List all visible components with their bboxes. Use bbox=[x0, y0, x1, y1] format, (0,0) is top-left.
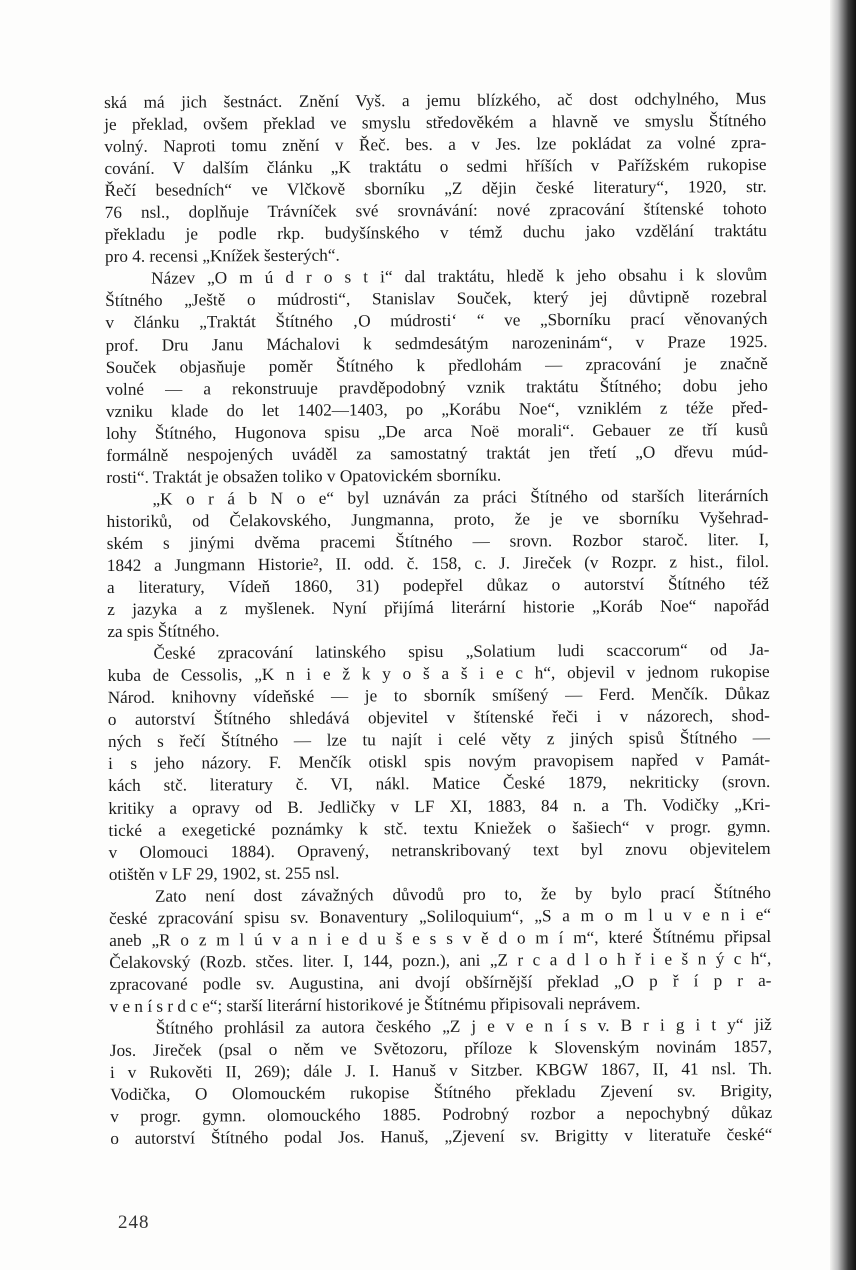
text-line: Jos. Jireček (psal o něm ve Světozoru, příloze k Slovenským novinám 1857, bbox=[109, 1036, 772, 1060]
text-line: Vodička, O Olomouckém rukopise Štítného překladu Zjevení sv. Brigity, bbox=[110, 1081, 773, 1105]
text-line: ském s jinými dvěma pracemi Štítného — srovn. Rozbor staroč. liter. I, bbox=[106, 529, 769, 553]
text-line: Štítného prohlásil za autora českého „Z j e v e n í s v. B r i g i t y“ již bbox=[155, 1014, 772, 1038]
book-gutter-shadow bbox=[830, 0, 856, 1270]
text-line: ská má jich šestnáct. Znění Vyš. a jemu blízkého, ač dost odchylného, Mus bbox=[104, 88, 767, 112]
text-line: rosti“. Traktát je obsažen toliko v Opatovickém sborníku. bbox=[106, 465, 502, 487]
text-line: kách stč. literatury č. VI, nákl. Matice České 1879, nekriticky (srovn. bbox=[108, 772, 771, 796]
text-line: volné — a rekonstruuje pravděpodobný vznik traktátu Štítného; dobu jeho bbox=[105, 375, 768, 399]
text-line: prof. Dru Janu Máchalovi k sedmdesátým narozeninám“, v Praze 1925. bbox=[105, 331, 768, 355]
text-line: z jazyka a z myšlenek. Nyní přijímá literární historie „Koráb Noe“ napořád bbox=[107, 596, 770, 620]
text-line: a literatury, Vídeň 1860, 31) podepřel důkaz o autorství Štítného též bbox=[106, 573, 770, 598]
text-line: o autorství Štítného podal Jos. Hanuš, „Zjevení sv. Brigitty v literatuře české“ bbox=[110, 1125, 773, 1149]
text-line: formálně nespojených uváděl za samostatný traktát jen třetí „O dřevu múd- bbox=[106, 441, 769, 465]
text-line: překladu je podle rkp. budyšínského v témž duchu jako vzdělání traktátu bbox=[104, 221, 767, 245]
text-line: v e n í s r d c e“; starší literární historikové je Štítnému připisovali neprávem. bbox=[109, 993, 641, 1016]
text-line: i v Rukověti II, 269); dále J. I. Hanuš v Sitzber. KBGW 1867, II, 41 nsl. Th. bbox=[109, 1059, 773, 1083]
text-line: české zpracování spisu sv. Bonaventury „Soliloquium“, „S a m o m l u v e n i e“ bbox=[108, 904, 772, 928]
text-line: Čelakovský (Rozb. stčes. liter. I, 144, pozn.), ani „Z r c a d l o h ř i e š n ý c h“, bbox=[109, 948, 772, 972]
text-line: za spis Štítného. bbox=[107, 621, 220, 642]
text-line: i s jeho názory. F. Menčík otiskl spis novým pravopisem napřed v Památ- bbox=[108, 750, 771, 774]
text-line: v progr. gymn. olomouckého 1885. Podrobný rozbor a nepochybný důkaz bbox=[110, 1103, 773, 1127]
text-line: ných s řečí Štítného — lze tu najít i celé věty z jiných spisů Štítného — bbox=[107, 728, 771, 752]
text-line: Souček objasňuje poměr Štítného k předlohám — zpracování je značně bbox=[105, 353, 768, 377]
text-line: Řečí besedních“ ve Vlčkově sborníku „Z dějin české literatury“, 1920, str. bbox=[104, 177, 767, 201]
text-line: vzniku klade do let 1402—1403, po „Korábu Noe“, vzniklém z téže před- bbox=[105, 397, 768, 421]
text-line: otištěn v LF 29, 1902, st. 255 nsl. bbox=[108, 863, 340, 884]
body-text bbox=[104, 88, 772, 1150]
text-line: volný. Naproti tomu znění v Řeč. bes. a v Jes. lze pokládat za volné zpra- bbox=[104, 133, 767, 157]
text-line: zpracované podle sv. Augustina, ani dvojí obšírnější překlad „O p ř í p r a- bbox=[109, 970, 772, 994]
text-line: je překlad, ovšem překlad ve smyslu středověkém a hlavně ve smyslu Štítného bbox=[104, 111, 767, 135]
text-line: historiků, od Čelakovského, Jungmanna, proto, že je ve sborníku Vyšehrad- bbox=[106, 507, 769, 531]
text-line: „K o r á b N o e“ byl uznáván za práci Štítného od starších literárních bbox=[152, 485, 769, 509]
text-line: Štítného „Ještě o múdrosti“, Stanislav Souček, který jej důvtipně rozebral bbox=[105, 287, 768, 311]
text-line: Zato není dost závažných důvodů pro to, že by bylo prací Štítného bbox=[154, 882, 771, 906]
text-line: pro 4. recensi „Knížek šesterých“. bbox=[104, 245, 340, 267]
text-line: Název „O m ú d r o s t i“ dal traktátu, hledě k jeho obsahu i k slovům bbox=[151, 265, 768, 289]
text-line: o autorství Štítného shledává objevitel v štítenské řeči i v názorech, shod- bbox=[107, 706, 770, 730]
text-line: Národ. knihovny vídeňské — je to sborník smíšený — Ferd. Menčík. Důkaz bbox=[107, 684, 770, 708]
text-line: kuba de Cessolis, „K n i e ž k y o š a š i e c h“, objevil v jednom rukopise bbox=[107, 662, 770, 686]
text-line: v článku „Traktát Štítného ‚O múdrosti‘ “ ve „Sborníku prací věnovaných bbox=[105, 309, 768, 333]
text-line: cování. V dalším článku „K traktátu o sedmi hříších v Pařížském rukopise bbox=[104, 155, 767, 179]
text-line: České zpracování latinského spisu „Solatium ludi scaccorum“ od Ja- bbox=[153, 640, 770, 663]
text-line: v Olomouci 1884). Opravený, netranskribovaný text byl znovu objevitelem bbox=[108, 838, 771, 862]
text-line: kritiky a opravy od B. Jedličky v LF XI, 1883, 84 n. a Th. Vodičky „Kri- bbox=[108, 794, 771, 818]
text-line: 76 nsl., doplňuje Trávníček své srovnávání: nové zpracování štítenské tohoto bbox=[104, 199, 767, 223]
page-number: 248 bbox=[118, 1212, 150, 1233]
text-line: lohy Štítného, Hugonova spisu „De arca Noë morali“. Gebauer ze tří kusů bbox=[106, 419, 769, 443]
text-line: 1842 a Jungmann Historie², II. odd. č. 158, c. J. Jireček (v Rozpr. z hist., filol. bbox=[106, 551, 769, 575]
text-line: tické a exegetické poznámky k stč. textu Kniežek o šašiech“ v progr. gymn. bbox=[108, 816, 771, 840]
text-line: aneb „R o z m l ú v a n i e d u š e s s v ě d o m í m“, které Štítnému připsal bbox=[109, 926, 772, 950]
